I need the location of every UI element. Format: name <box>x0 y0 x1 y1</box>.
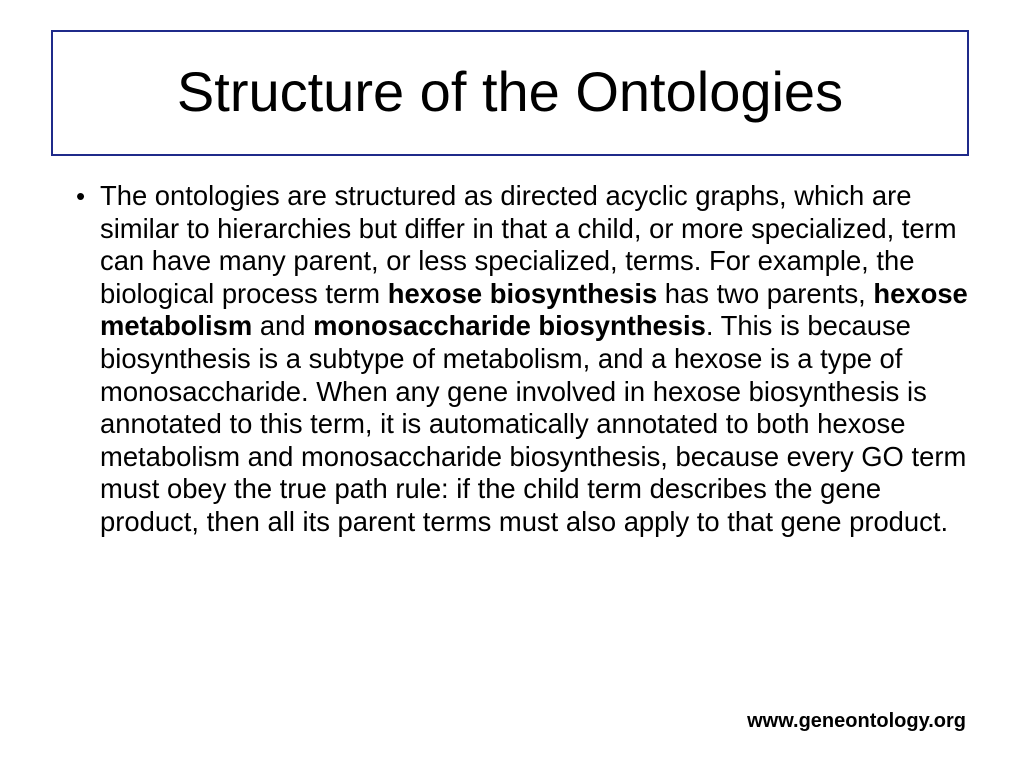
paragraph-text-2: has two parents, <box>657 277 874 309</box>
paragraph-text-1: The ontologies are structured as directed acyclic graphs, which are similar to hierarchies but differ in that a child, or more specialized, term can have many parent, or less specialized, terms. For example, the biological process term <box>100 180 957 309</box>
bullet-paragraph <box>100 180 970 539</box>
term-hexose-metabolism: hexose metabolism <box>100 277 968 342</box>
title-box <box>51 30 969 156</box>
term-monosaccharide-biosynthesis: monosaccharide biosynthesis <box>313 310 706 342</box>
bullet-item <box>76 180 976 539</box>
paragraph-text-4: . This is because biosynthesis is a subtype of metabolism, and a hexose is a type of monosaccharide. When any gene involved in hexose biosynthesis is annotated to this term, it is automatically annotated to both hexose metabolism and monosaccharide biosynthesis, because every GO term must obey the true path rule: if the child term describes the gene product, then all its parent terms must also apply to that gene product. <box>100 310 967 537</box>
slide-body <box>76 180 976 539</box>
footer-url: www.geneontology.org <box>747 710 966 732</box>
paragraph-text-3: and <box>252 310 314 342</box>
bullet-icon: • <box>76 181 86 211</box>
slide-title: Structure of the Ontologies <box>176 59 844 123</box>
term-hexose-biosynthesis: hexose biosynthesis <box>387 277 658 309</box>
